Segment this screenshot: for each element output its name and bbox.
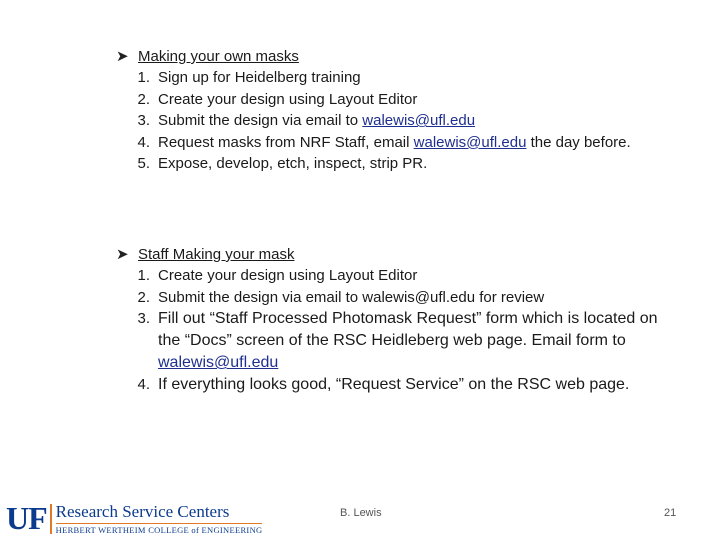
list-item: 1. Sign up for Heidelberg training	[137, 69, 361, 86]
list-item: 2. Create your design using Layout Editor	[137, 90, 418, 108]
uf-logo-mark: UF	[6, 500, 47, 536]
list-item: 1. Create your design using Layout Editor	[137, 267, 418, 284]
list-item: 5. Expose, develop, etch, inspect, strip PR.	[137, 155, 428, 173]
email-link[interactable]: walewis@ufl.edu	[362, 112, 476, 130]
list-item: 4. Request masks from NRF Staff, email walewis@ufl.edu the day before.	[137, 133, 631, 151]
section-heading-row	[116, 244, 676, 265]
list-item: 4. If everything looks good, “Request Service” on the RSC web page.	[137, 376, 630, 394]
list-item: 2. Submit the design via email to walewis@ufl.edu for review	[137, 288, 545, 306]
section-heading-row	[116, 46, 676, 67]
logo-subtitle: HERBERT WERTHEIM COLLEGE of ENGINEERING	[55, 524, 263, 535]
page-number: 21	[664, 507, 677, 519]
section-heading[interactable]: Making your own masks	[138, 48, 299, 65]
section-own-masks	[116, 46, 676, 175]
list-item: 3. Submit the design via email to walewis@ufl.edu	[137, 112, 476, 130]
footer-author: B. Lewis	[340, 507, 382, 519]
logo-divider	[50, 504, 52, 534]
logo-title: Research Service Centers	[55, 501, 230, 521]
arrow-bullet-icon: ➤	[116, 48, 129, 65]
steps-list	[116, 67, 676, 175]
section-heading[interactable]: Staff Making your mask	[138, 246, 295, 263]
email-link[interactable]: walewis@ufl.edu	[158, 354, 279, 372]
list-item: 3. Fill out “Staff Processed Photomask Request” form which is located on the “Docs” screen of the RSC Heidleberg web page. Email form to walewis@ufl.edu	[137, 310, 658, 372]
email-link[interactable]: walewis@ufl.edu	[413, 133, 527, 151]
steps-list	[116, 265, 676, 396]
arrow-bullet-icon: ➤	[116, 246, 129, 263]
section-staff-mask	[116, 244, 676, 396]
uf-rsc-logo	[6, 500, 262, 537]
